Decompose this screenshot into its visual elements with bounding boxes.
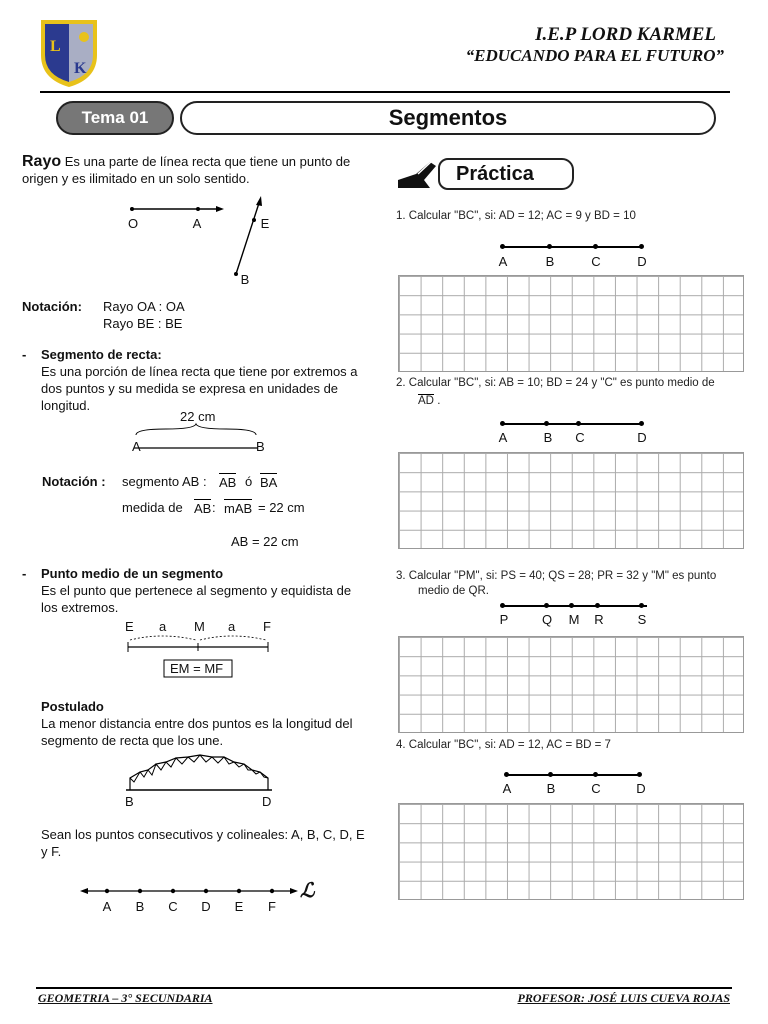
p4-point-d: D (636, 781, 646, 796)
rayo-section (22, 153, 382, 187)
postulado-figure (120, 752, 280, 808)
postulado-section (41, 698, 381, 749)
rayo-def-2: origen y es ilimitado en un solo sentido. (22, 171, 250, 186)
pm-label-a1: a (159, 619, 167, 634)
problem-1-grid[interactable] (398, 275, 744, 372)
problem-3-text-1: 3. Calcular "PM", si: PS = 40; QS = 28; PR = 32 y "M" es punto (396, 570, 717, 582)
rayo-notation (22, 298, 382, 331)
p3-point-s: S (637, 612, 647, 627)
p1-point-b: B (545, 254, 555, 269)
practica-header (396, 156, 586, 192)
segmento-medida: medida de AB : mAB = 22 cm (122, 500, 305, 516)
rayo-point-a: A (192, 216, 202, 231)
problem-4-text: 4. Calcular "BC", si: AD = 12, AC = BD = 7 (396, 739, 611, 751)
p4-point-a: A (502, 781, 512, 796)
header-rule (40, 91, 730, 93)
rayo-def-1: Es una parte de línea recta que tiene un punto de (64, 154, 351, 169)
segmento-def-3: longitud. (41, 398, 91, 413)
segmento-medida-m: mAB (224, 501, 253, 516)
segmento-point-b: B (256, 439, 265, 454)
tema-label: Tema 01 (81, 108, 149, 127)
problem-2-text-2: AD (418, 395, 434, 407)
segmento-notation-text: segmento AB : (122, 474, 207, 489)
postulado-point-d: D (262, 794, 272, 809)
problem-2-text (396, 376, 756, 409)
rayo-point-e: E (260, 216, 270, 231)
segmento-def-2: dos puntos y su medida se expresa en unidades de (41, 381, 339, 396)
practica-title: Práctica (456, 163, 534, 185)
problem-1-text: 1. Calcular "BC", si: AD = 12; AC = 9 y BD = 10 (396, 210, 636, 222)
footer-rule (36, 987, 732, 989)
cons-point-c: C (168, 899, 178, 914)
segmento-notation-or: ó (245, 474, 253, 489)
segmento-notation (42, 473, 382, 490)
cons-point-a: A (102, 899, 112, 914)
p3-point-q: Q (541, 612, 553, 627)
rayo-notation-2: Rayo BE : BE (103, 316, 183, 331)
cons-line-label: ℒ (300, 880, 315, 902)
pm-label-a2: a (228, 619, 236, 634)
problem-4-grid[interactable] (398, 803, 744, 900)
segmento-medida-value: = 22 cm (258, 500, 305, 515)
rayo-point-b: B (240, 272, 250, 287)
problem-3-grid[interactable] (398, 636, 744, 733)
cons-point-b: B (135, 899, 145, 914)
postulado-heading: Postulado (41, 699, 104, 714)
svg-text:K: K (74, 60, 87, 77)
p2-point-a: A (498, 430, 508, 445)
page-title: Segmentos (388, 105, 508, 130)
postulado-point-b: B (125, 794, 134, 809)
segmento-figure (126, 408, 276, 456)
title-banner (180, 101, 716, 135)
punto-medio-def-1: Es el punto que pertenece al segmento y equidista de (41, 583, 352, 598)
svg-text:L: L (50, 38, 61, 55)
consecutivos-section (41, 826, 381, 860)
problem-3-text (396, 569, 756, 599)
p1-point-d: D (637, 254, 647, 269)
p2-point-c: C (575, 430, 585, 445)
problem-3-text-2: medio de QR. (418, 585, 489, 597)
tema-badge (56, 101, 174, 135)
segmento-notation-ab: AB (219, 475, 237, 490)
segmento-medida-ab: AB (194, 501, 212, 516)
postulado-def-2: segmento de recta que los une. (41, 733, 224, 748)
segmento-ab-equals: AB = 22 cm (231, 534, 299, 549)
segmento-notation-label: Notación : (42, 474, 106, 489)
problem-2-text-2-end: . (437, 395, 441, 407)
p2-point-d: D (637, 430, 647, 445)
school-name: I.E.P LORD KARMEL (535, 24, 716, 45)
pm-equation: EM = MF (170, 661, 224, 676)
rayo-notation-1: Rayo OA : OA (103, 299, 185, 314)
footer-subject: GEOMETRIA – 3° SECUNDARIA (38, 991, 213, 1005)
problem-1-figure (496, 238, 656, 270)
pm-label-m: M (194, 619, 205, 634)
punto-medio-figure (122, 618, 282, 680)
segmento-medida-label: medida de (122, 500, 183, 515)
rayo-notation-label: Notación: (22, 299, 82, 314)
p3-point-m: M (568, 612, 580, 627)
p1-point-a: A (498, 254, 508, 269)
segmento-point-a: A (132, 439, 141, 454)
punto-medio-section (22, 565, 382, 616)
rayo-heading: Rayo (22, 153, 62, 170)
p3-point-p: P (499, 612, 509, 627)
segmento-heading: Segmento de recta: (41, 347, 162, 362)
school-motto: “EDUCANDO PARA EL FUTURO” (465, 46, 724, 65)
punto-medio-heading: Punto medio de un segmento (41, 566, 224, 581)
segmento-dash: - (22, 347, 27, 362)
problem-2-grid[interactable] (398, 452, 744, 549)
pm-label-e: E (125, 619, 134, 634)
pm-label-f: F (263, 619, 271, 634)
problem-3-figure (496, 600, 656, 632)
postulado-def-1: La menor distancia entre dos puntos es la longitud del (41, 716, 353, 731)
segmento-notation-ba: BA (260, 475, 278, 490)
p2-point-b: B (543, 430, 553, 445)
school-logo (38, 17, 100, 89)
rayo-figure (120, 195, 280, 290)
consecutivos-text-1: Sean los puntos consecutivos y colineales: A, B, C, D, E (41, 827, 365, 842)
cons-point-d: D (201, 899, 211, 914)
problem-2-figure (496, 415, 656, 447)
consecutivos-text-2: y F. (41, 844, 62, 859)
cons-point-f: F (268, 899, 276, 914)
p4-point-c: C (591, 781, 601, 796)
p4-point-b: B (546, 781, 556, 796)
footer-teacher: PROFESOR: JOSÉ LUIS CUEVA ROJAS (517, 991, 730, 1005)
pencil-hand-icon (396, 158, 440, 192)
cons-point-e: E (234, 899, 244, 914)
p1-point-c: C (591, 254, 601, 269)
segmento-section (22, 346, 382, 414)
problem-4-figure (500, 767, 660, 799)
problem-2-text-1: 2. Calcular "BC", si: AB = 10; BD = 24 y "C" es punto medio de (396, 377, 715, 389)
p3-point-r: R (594, 612, 604, 627)
punto-medio-def-2: los extremos. (41, 600, 119, 615)
consecutivos-figure (78, 878, 328, 918)
segmento-def-1: Es una porción de línea recta que tiene por extremos a (41, 364, 358, 379)
punto-medio-dash: - (22, 566, 27, 581)
segmento-measure: 22 cm (180, 409, 216, 424)
rayo-point-o: O (127, 216, 139, 231)
